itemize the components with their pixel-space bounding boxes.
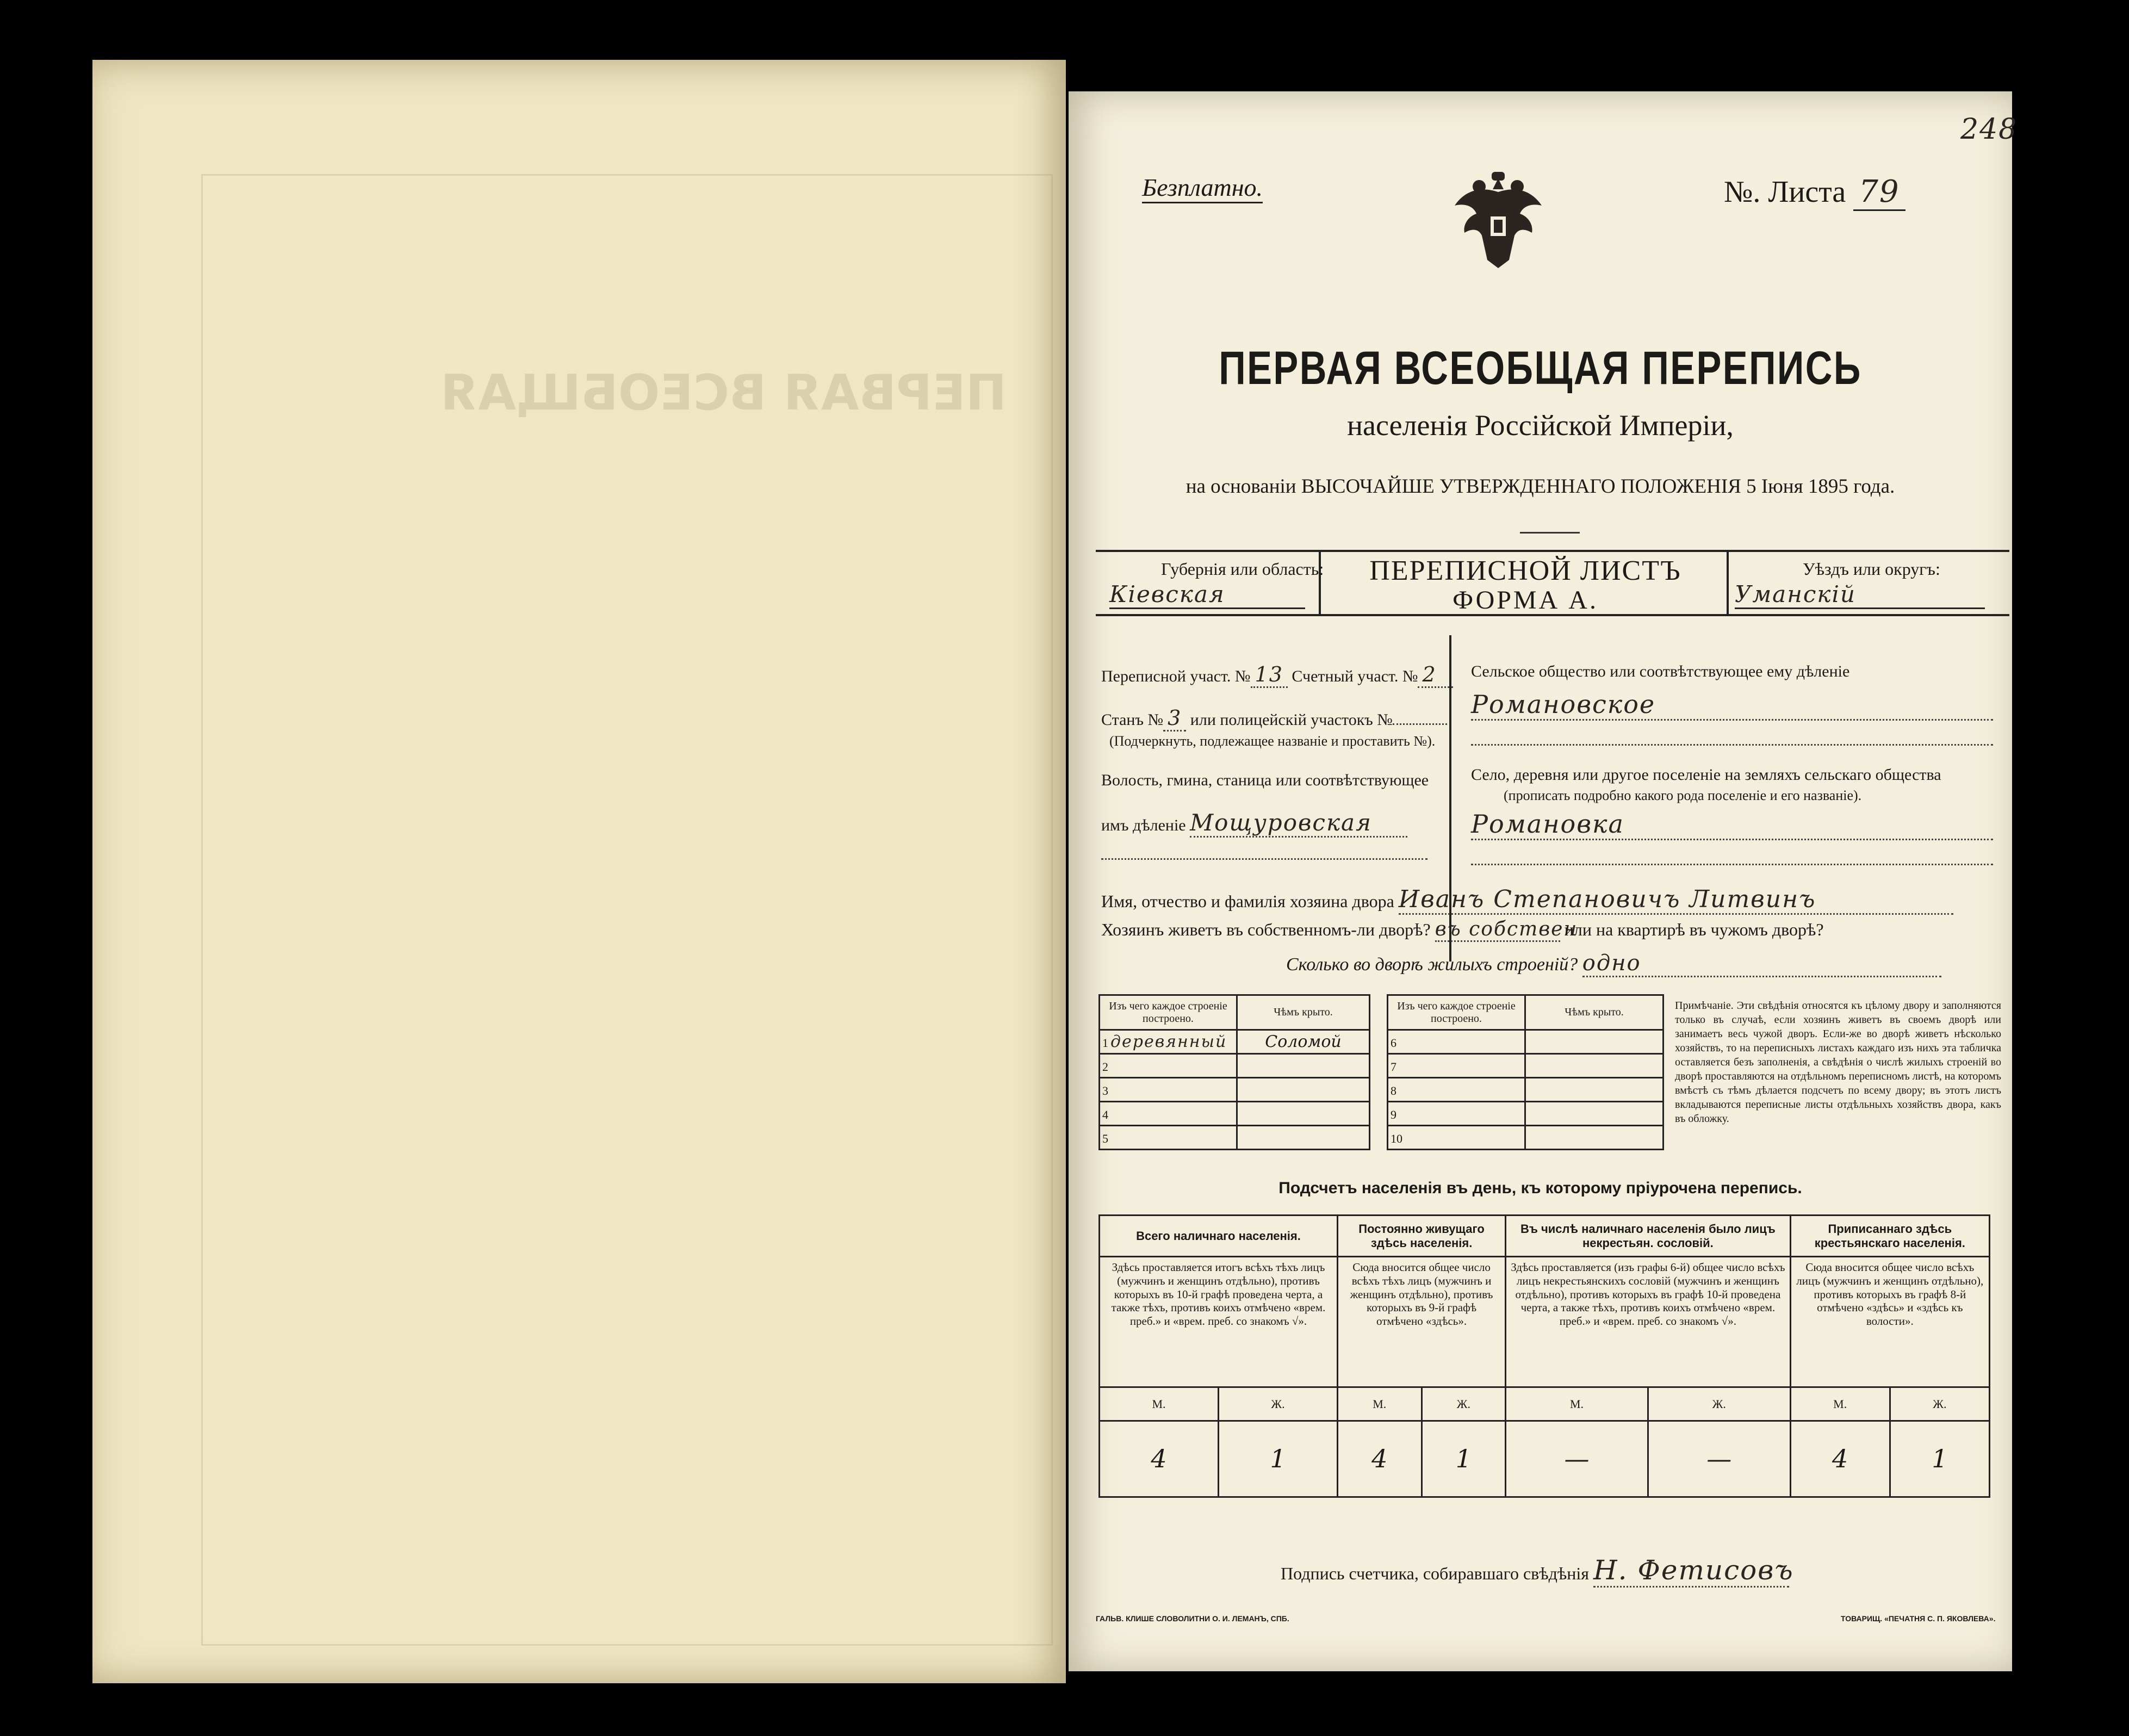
building-row bbox=[1388, 1126, 1664, 1150]
building-roof bbox=[1525, 1126, 1664, 1150]
pop-sex-m: М. bbox=[1337, 1387, 1422, 1421]
building-material-cell bbox=[1100, 1102, 1237, 1126]
building-row bbox=[1388, 1102, 1664, 1126]
building-roof bbox=[1525, 1030, 1664, 1054]
society-value: Романовское bbox=[1471, 690, 1993, 721]
printer-right: ТОВАРИЩ. «ПЕЧАТНЯ С. П. ЯКОВЛЕВА». bbox=[1841, 1614, 1996, 1623]
owner-label: Имя, отчество и фамилія хозяина двора bbox=[1101, 891, 1394, 911]
pop-col-desc: Здѣсь проставляется (изъ графы 6-й) общее число всѣхъ лицъ некрестьянскихъ сословій (мужчинъ и женщинъ отдѣльно), противъ которыхъ въ графѣ 10-й проведена черта, а также тѣхъ, противъ коихъ отмѣчено «врем. преб.» и «врем. преб. со знакомъ √». bbox=[1506, 1257, 1790, 1387]
building-row bbox=[1388, 1054, 1664, 1078]
building-row bbox=[1100, 1102, 1370, 1126]
bld-head-roof-2: Чѣмъ крыто. bbox=[1525, 995, 1664, 1030]
pop-sex-m: М. bbox=[1506, 1387, 1648, 1421]
district-label: Уѣздъ или округъ: bbox=[1803, 559, 1940, 579]
district-value: Уманскій bbox=[1735, 581, 1985, 609]
pop-sex-f: Ж. bbox=[1648, 1387, 1790, 1421]
census-section-value: 13 bbox=[1251, 662, 1288, 688]
building-material-cell bbox=[1388, 1078, 1525, 1102]
signature-row bbox=[1281, 1554, 1794, 1588]
header-divider-right bbox=[1727, 550, 1729, 615]
building-row bbox=[1100, 1078, 1370, 1102]
building-roof bbox=[1237, 1078, 1370, 1102]
residence-label-1: Хозяинъ живетъ въ собственномъ-ли дворѣ? bbox=[1101, 920, 1431, 939]
pop-value-m: 4 bbox=[1790, 1421, 1890, 1497]
pop-value-f: 1 bbox=[1890, 1421, 1989, 1497]
buildings-note: Примѣчаніе. Эти свѣдѣнія относятся къ цѣлому двору и заполняются только въ случаѣ, если хозяинъ живетъ въ своемъ дворѣ или занимаетъ весь чужой дворъ. Если-же во дворѣ живетъ нѣсколько хозяйствъ, то на переписныхъ листахъ каждаго изъ нихъ эта табличка оставляется безъ заполненія, а свѣдѣнія о числѣ жилыхъ строеній во дворѣ проставляются на отдѣльномъ переписномъ листѣ, на которомъ вмѣстѣ съ тѣмъ дѣлается подсчетъ по всему двору; въ этотъ листъ вкладываются переписные листы отдѣльныхъ хозяйствъ двора, какъ въ обложку. bbox=[1675, 1000, 2001, 1125]
buildings-value: одно bbox=[1582, 951, 1941, 977]
double-headed-eagle-emblem bbox=[1449, 168, 1547, 271]
building-material: деревянный bbox=[1110, 1032, 1227, 1051]
sheet-number-field bbox=[1724, 174, 1905, 209]
camp-value: 3 bbox=[1163, 706, 1186, 731]
buildings-label: Сколько во дворѣ жилыхъ строеній? bbox=[1286, 954, 1578, 975]
volost-label-1: Волость, гмина, станица или соотвѣтствующее bbox=[1101, 771, 1429, 789]
building-number: 6 bbox=[1391, 1036, 1396, 1050]
village-label-2: (прописать подробно какого рода поселеніе и его названіе). bbox=[1504, 788, 1862, 803]
building-roof bbox=[1237, 1054, 1370, 1078]
building-row bbox=[1100, 1054, 1370, 1078]
pop-value-m: 4 bbox=[1100, 1421, 1219, 1497]
building-roof bbox=[1237, 1126, 1370, 1150]
buildings-table-left bbox=[1098, 994, 1370, 1150]
census-form-page bbox=[1069, 91, 2018, 1671]
bld-head-material-2: Изъ чего каждое строеніе построено. bbox=[1388, 995, 1525, 1030]
province-label: Губернія или область: bbox=[1161, 559, 1324, 579]
building-number: 2 bbox=[1102, 1060, 1108, 1074]
camp-label: Станъ № bbox=[1101, 711, 1164, 729]
building-number: 5 bbox=[1102, 1132, 1108, 1145]
left-page-blank bbox=[92, 60, 1066, 1683]
residence-value: въ собствен bbox=[1435, 918, 1560, 942]
bleed-through-title: ПЕРВАЯ ВСЕОБЩАЯ bbox=[440, 364, 1007, 421]
village-value: Романовка bbox=[1471, 809, 1993, 840]
pop-col-head: Всего наличнаго населенія. bbox=[1100, 1216, 1338, 1257]
building-material-cell bbox=[1388, 1126, 1525, 1150]
building-material-cell bbox=[1100, 1030, 1237, 1054]
building-number: 9 bbox=[1391, 1108, 1396, 1121]
building-row bbox=[1388, 1030, 1664, 1054]
building-number: 1 bbox=[1102, 1036, 1108, 1050]
pop-value-f: 1 bbox=[1422, 1421, 1506, 1497]
building-row bbox=[1388, 1078, 1664, 1102]
form-title-line2: ФОРМА А. bbox=[1453, 586, 1598, 615]
camp-row bbox=[1101, 706, 1447, 730]
pop-col-desc: Сюда вносится общее число всѣхъ тѣхъ лицъ (мужчинъ и женщинъ отдѣльно), противъ которыхъ въ 9-й графѣ отмѣчено «здѣсь». bbox=[1337, 1257, 1505, 1387]
pop-sex-f: Ж. bbox=[1422, 1387, 1506, 1421]
pop-col-desc: Здѣсь проставляется итогъ всѣхъ тѣхъ лицъ (мужчинъ и женщинъ отдѣльно), противъ которыхъ въ 10-й графѣ проведена черта, а также тѣхъ, противъ коихъ отмѣчено «врем. преб.» и «врем. преб. со знакомъ √». bbox=[1100, 1257, 1338, 1387]
sheet-label: №. Листа bbox=[1724, 175, 1846, 209]
signature-label: Подпись счетчика, собиравшаго свѣдѣнія bbox=[1281, 1564, 1590, 1583]
sheet-number: 79 bbox=[1853, 174, 1905, 211]
residence-label-2: или на квартирѣ въ чужомъ дворѣ? bbox=[1564, 920, 1824, 939]
building-number: 3 bbox=[1102, 1084, 1108, 1098]
building-number: 4 bbox=[1102, 1108, 1108, 1121]
residence-row bbox=[1101, 918, 1824, 942]
enumerator-signature: Н. Фетисовъ bbox=[1593, 1554, 1789, 1588]
pop-col-head: Въ числѣ наличнаго населенія было лицъ некрестьян. сословій. bbox=[1506, 1216, 1790, 1257]
census-section-label: Переписной участ. № bbox=[1101, 667, 1251, 685]
population-title: Подсчетъ населенія въ день, къ которому пріурочена перепись. bbox=[1278, 1179, 1802, 1197]
buildings-table-right bbox=[1387, 994, 1664, 1150]
bld-head-roof: Чѣмъ крыто. bbox=[1237, 995, 1370, 1030]
province-value: Кіевская bbox=[1109, 581, 1305, 609]
pop-sex-f: Ж. bbox=[1890, 1387, 1989, 1421]
building-roof bbox=[1525, 1078, 1664, 1102]
pop-col-desc: Сюда вносится общее число всѣхъ лицъ (мужчинъ и женщинъ отдѣльно), противъ которыхъ въ графѣ 8-й отмѣчено «здѣсь» и «здѣсь къ волости». bbox=[1790, 1257, 1989, 1387]
building-roof bbox=[1525, 1102, 1664, 1126]
building-material-cell bbox=[1100, 1078, 1237, 1102]
free-label: Безплатно. bbox=[1142, 173, 1263, 203]
building-number: 10 bbox=[1391, 1132, 1402, 1145]
buildings-row bbox=[1286, 951, 1941, 977]
police-note: (Подчеркнуть, подлежащее названіе и проставить №). bbox=[1109, 733, 1436, 749]
ornament-divider bbox=[1520, 532, 1580, 534]
printer-left: ГАЛЬВ. КЛИШЕ СЛОВОЛИТНИ О. И. ЛЕМАНЪ, СПБ. bbox=[1096, 1614, 1289, 1623]
population-table bbox=[1098, 1214, 1990, 1498]
form-title-line1: ПЕРЕПИСНОЙ ЛИСТЪ bbox=[1369, 555, 1681, 586]
volost-extra-line bbox=[1101, 858, 1427, 860]
pop-col-head: Постоянно живущаго здѣсь населенія. bbox=[1337, 1216, 1505, 1257]
building-material-cell bbox=[1388, 1054, 1525, 1078]
pop-value-f: 1 bbox=[1218, 1421, 1337, 1497]
pop-value-f: — bbox=[1648, 1421, 1790, 1497]
pop-sex-f: Ж. bbox=[1218, 1387, 1337, 1421]
volost-value: Мощуровская bbox=[1190, 809, 1407, 838]
volost-row bbox=[1101, 809, 1407, 838]
building-number: 7 bbox=[1391, 1060, 1396, 1074]
sections-row bbox=[1101, 662, 1453, 686]
building-row bbox=[1100, 1030, 1370, 1054]
building-material-cell bbox=[1388, 1030, 1525, 1054]
form-subtitle: населенія Россійской Имперіи, bbox=[1347, 409, 1734, 442]
owner-row bbox=[1101, 885, 1953, 915]
pop-value-m: — bbox=[1506, 1421, 1648, 1497]
building-roof bbox=[1237, 1102, 1370, 1126]
building-number: 8 bbox=[1391, 1084, 1396, 1098]
village-label-1: Село, деревня или другое поселеніе на земляхъ сельскаго общества bbox=[1471, 766, 1941, 784]
police-label: или полицейскій участокъ № bbox=[1190, 711, 1393, 729]
building-roof bbox=[1525, 1054, 1664, 1078]
bld-head-material: Изъ чего каждое строеніе построено. bbox=[1100, 995, 1237, 1030]
page-number: 248 bbox=[1960, 113, 2018, 146]
form-basis-line: на основаніи ВЫСОЧАЙШЕ УТВЕРЖДЕННАГО ПОЛОЖЕНІЯ 5 Іюня 1895 года. bbox=[1185, 475, 1895, 498]
header-top-rule bbox=[1096, 550, 2009, 552]
count-section-label: Счетный участ. № bbox=[1292, 667, 1418, 685]
pop-sex-m: М. bbox=[1100, 1387, 1219, 1421]
form-main-title: ПЕРВАЯ ВСЕОБЩАЯ ПЕРЕПИСЬ bbox=[1219, 342, 1862, 394]
society-extra-line bbox=[1471, 744, 1993, 746]
village-extra-line bbox=[1471, 864, 1993, 865]
building-material-cell bbox=[1100, 1126, 1237, 1150]
building-material-cell bbox=[1388, 1102, 1525, 1126]
owner-value: Иванъ Степановичъ Литвинъ bbox=[1399, 885, 1953, 915]
pop-col-head: Приписаннаго здѣсь крестьянскаго населенія. bbox=[1790, 1216, 1989, 1257]
count-section-value: 2 bbox=[1418, 662, 1453, 688]
building-row bbox=[1100, 1126, 1370, 1150]
pop-value-m: 4 bbox=[1337, 1421, 1422, 1497]
society-label: Сельское общество или соотвѣтствующее ему дѣленіе bbox=[1471, 662, 1850, 680]
volost-label-2: имъ дѣленіе bbox=[1101, 816, 1186, 834]
building-material-cell bbox=[1100, 1054, 1237, 1078]
pop-sex-m: М. bbox=[1790, 1387, 1890, 1421]
building-roof: Соломой bbox=[1237, 1030, 1370, 1054]
